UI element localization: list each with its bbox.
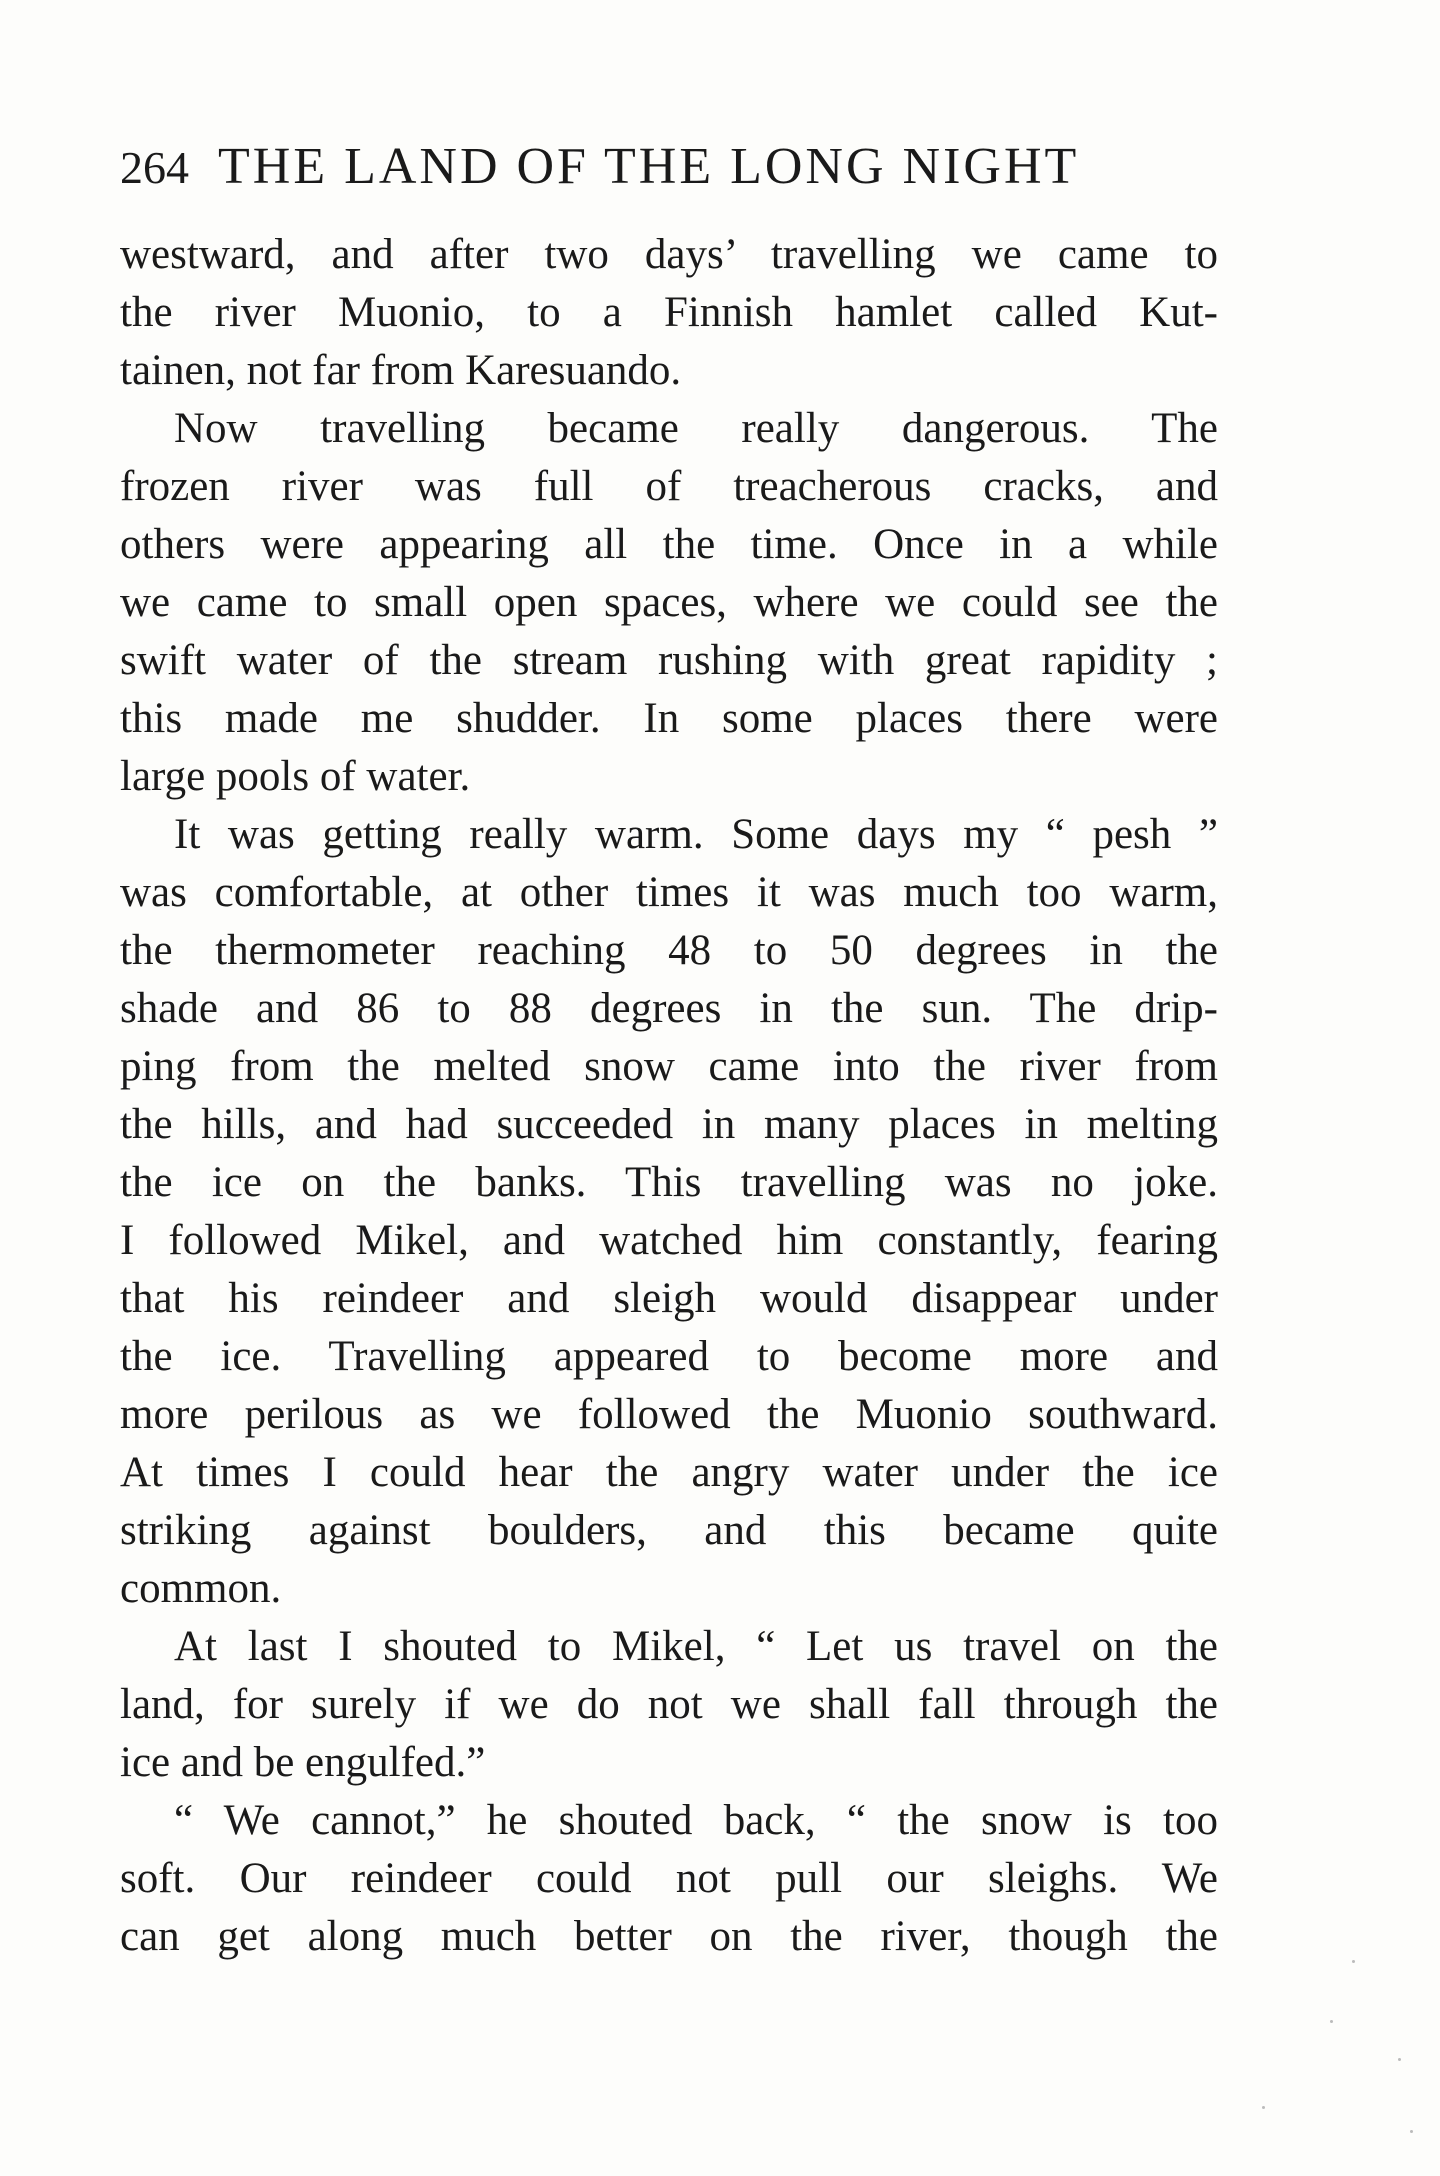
text-line: others were appearing all the time. Once in a while	[120, 521, 1218, 568]
text-line: was comfortable, at other times it was much too warm,	[120, 869, 1218, 916]
text-line: the ice. Travelling appeared to become more and	[120, 1333, 1218, 1380]
text-line: the hills, and had succeeded in many places in melting	[120, 1101, 1218, 1148]
text-line: frozen river was full of treacherous cracks, and	[120, 463, 1218, 510]
text-line: “ We cannot,” he shouted back, “ the snow is too	[174, 1797, 1218, 1844]
running-title: THE LAND OF THE LONG NIGHT	[218, 138, 1080, 195]
text-line: ping from the melted snow came into the river from	[120, 1043, 1218, 1090]
text-line: land, for surely if we do not we shall fall through the	[120, 1681, 1218, 1728]
text-line: I followed Mikel, and watched him constantly, fearing	[120, 1217, 1218, 1264]
text-line: the thermometer reaching 48 to 50 degrees in the	[120, 927, 1218, 974]
text-line: striking against boulders, and this became quite	[120, 1507, 1218, 1554]
page-number: 264	[120, 142, 189, 193]
paper-speck	[1262, 2106, 1265, 2109]
text-line: shade and 86 to 88 degrees in the sun. The drip-	[120, 985, 1218, 1032]
text-line: this made me shudder. In some places there were	[120, 695, 1218, 742]
running-head	[120, 136, 1218, 199]
paper-speck	[1398, 2058, 1401, 2061]
text-line: swift water of the stream rushing with great rapidity ;	[120, 637, 1218, 684]
text-line: large pools of water.	[120, 753, 471, 800]
text-line: westward, and after two days’ travelling we came to	[120, 231, 1218, 278]
paper-speck	[1410, 2130, 1413, 2133]
paper-speck	[1330, 2020, 1333, 2023]
text-line: we came to small open spaces, where we could see the	[120, 579, 1218, 626]
text-line: that his reindeer and sleigh would disappear under	[120, 1275, 1218, 1322]
text-line: At last I shouted to Mikel, “ Let us travel on the	[174, 1623, 1218, 1670]
text-line: can get along much better on the river, though the	[120, 1913, 1218, 1960]
text-line: ice and be engulfed.”	[120, 1739, 486, 1786]
text-line: more perilous as we followed the Muonio southward.	[120, 1391, 1218, 1438]
text-line: At times I could hear the angry water under the ice	[120, 1449, 1218, 1496]
body-text	[120, 226, 1218, 1966]
text-line: soft. Our reindeer could not pull our sleighs. We	[120, 1855, 1218, 1902]
text-line: It was getting really warm. Some days my “ pesh ”	[174, 811, 1218, 858]
text-line: tainen, not far from Karesuando.	[120, 347, 682, 394]
text-line: the ice on the banks. This travelling was no joke.	[120, 1159, 1218, 1206]
text-line: Now travelling became really dangerous. The	[174, 405, 1218, 452]
paper-speck	[1352, 1960, 1355, 1963]
text-line: common.	[120, 1565, 282, 1612]
text-line: the river Muonio, to a Finnish hamlet called Kut-	[120, 289, 1218, 336]
